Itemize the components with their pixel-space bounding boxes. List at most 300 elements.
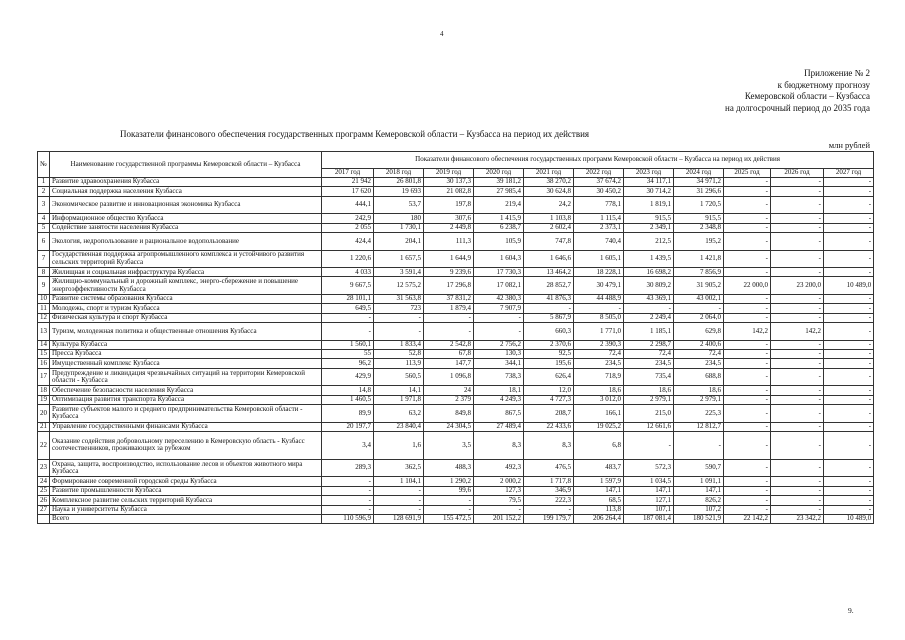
table-row <box>38 187 874 196</box>
program-name: Государственная поддержка агропромышленного комплекса и устойчивого развития сельских территорий Кузбасса <box>50 250 322 268</box>
value-cell: 1 771,0 <box>574 323 624 341</box>
value-cell: 79,5 <box>474 496 524 505</box>
program-name: Экология, недропользование и рациональное водопользование <box>50 233 322 251</box>
value-cell: 1 971,8 <box>374 395 424 404</box>
value-cell: 915,5 <box>624 214 674 223</box>
row-number: 7 <box>38 250 50 268</box>
value-cell: 147,1 <box>624 486 674 495</box>
table-row <box>38 294 874 303</box>
header-year: 2023 год <box>624 169 674 178</box>
value-cell: - <box>724 340 771 349</box>
value-cell: - <box>771 294 824 303</box>
value-cell: 2 349,1 <box>624 223 674 232</box>
value-cell: 37 831,2 <box>424 294 474 303</box>
table-row <box>38 368 874 386</box>
value-cell: 111,3 <box>424 233 474 251</box>
value-cell: 12 661,6 <box>624 422 674 431</box>
value-cell: - <box>824 294 874 303</box>
value-cell: 222,3 <box>524 496 574 505</box>
page-number: 4 <box>440 30 444 38</box>
value-cell: 53,7 <box>374 196 424 214</box>
row-number: 15 <box>38 350 50 359</box>
value-cell: 1 604,3 <box>474 250 524 268</box>
value-cell: 201 152,2 <box>474 515 524 524</box>
value-cell: 22 142,2 <box>724 515 771 524</box>
value-cell: 4 249,3 <box>474 395 524 404</box>
value-cell: - <box>824 477 874 486</box>
value-cell: 2 542,8 <box>424 340 474 349</box>
table-row <box>38 178 874 187</box>
value-cell: 3 012,0 <box>574 395 624 404</box>
value-cell: 27 489,4 <box>474 422 524 431</box>
table-row <box>38 515 874 524</box>
value-cell: - <box>574 304 624 313</box>
value-cell: 18,6 <box>674 386 724 395</box>
value-cell: 738,3 <box>474 368 524 386</box>
table-row <box>38 505 874 514</box>
value-cell: 197,8 <box>424 196 474 214</box>
value-cell: 1 644,9 <box>424 250 474 268</box>
value-cell: 3 591,4 <box>374 268 424 277</box>
value-cell: 72,4 <box>624 350 674 359</box>
value-cell: 55 <box>322 350 374 359</box>
program-name: Оптимизация развития транспорта Кузбасса <box>50 395 322 404</box>
value-cell: 107,2 <box>674 505 724 514</box>
value-cell: - <box>674 431 724 459</box>
value-cell: 72,4 <box>574 350 624 359</box>
value-cell: 590,7 <box>674 459 724 477</box>
value-cell: 89,9 <box>322 405 374 423</box>
value-cell: - <box>724 196 771 214</box>
value-cell: - <box>771 268 824 277</box>
value-cell: - <box>771 350 824 359</box>
table-row <box>38 233 874 251</box>
value-cell: - <box>424 496 474 505</box>
value-cell: 747,8 <box>524 233 574 251</box>
value-cell: - <box>771 187 824 196</box>
value-cell: - <box>771 223 824 232</box>
value-cell: - <box>724 368 771 386</box>
value-cell: 5 867,9 <box>524 313 574 322</box>
value-cell: 17 620 <box>322 187 374 196</box>
value-cell: - <box>771 178 824 187</box>
value-cell: 142,2 <box>771 323 824 341</box>
value-cell: 688,8 <box>674 368 724 386</box>
value-cell: 9 667,5 <box>322 277 374 295</box>
value-cell: 2 000,2 <box>474 477 524 486</box>
table-row <box>38 395 874 404</box>
value-cell: 723 <box>374 304 424 313</box>
value-cell: 2 390,3 <box>574 340 624 349</box>
value-cell: 155 472,5 <box>424 515 474 524</box>
row-number: 11 <box>38 304 50 313</box>
value-cell: 28 852,7 <box>524 277 574 295</box>
value-cell: 18 228,1 <box>574 268 624 277</box>
row-number: 20 <box>38 405 50 423</box>
value-cell: 110 596,9 <box>322 515 374 524</box>
value-cell: - <box>824 187 874 196</box>
value-cell: 43 002,1 <box>674 294 724 303</box>
header-year: 2017 год <box>322 169 374 178</box>
table-row <box>38 477 874 486</box>
header-year: 2020 год <box>474 169 524 178</box>
value-cell: 208,7 <box>524 405 574 423</box>
row-number: 13 <box>38 323 50 341</box>
value-cell: 12 575,2 <box>374 277 424 295</box>
value-cell: - <box>824 422 874 431</box>
value-cell: - <box>724 405 771 423</box>
value-cell: 1 185,1 <box>624 323 674 341</box>
value-cell: 1 605,1 <box>574 250 624 268</box>
value-cell: - <box>724 214 771 223</box>
value-cell: 1 103,8 <box>524 214 574 223</box>
document-title: Показатели финансового обеспечения государственных программ Кемеровской области – Кузбасса на период их действия <box>120 129 590 139</box>
row-number: 22 <box>38 431 50 459</box>
value-cell: 6 238,7 <box>474 223 524 232</box>
value-cell: - <box>824 250 874 268</box>
program-name: Предупреждение и ликвидация чрезвычайных ситуаций на территории Кемеровской области - Кузбасса <box>50 368 322 386</box>
value-cell: 8 505,0 <box>574 313 624 322</box>
value-cell: 4 727,3 <box>524 395 574 404</box>
value-cell: 234,5 <box>574 359 624 368</box>
appendix-header <box>690 68 870 114</box>
table-row <box>38 223 874 232</box>
value-cell: - <box>824 196 874 214</box>
value-cell: 14,8 <box>322 386 374 395</box>
value-cell: - <box>724 313 771 322</box>
value-cell: 63,2 <box>374 405 424 423</box>
value-cell: - <box>322 313 374 322</box>
value-cell: 234,5 <box>674 359 724 368</box>
value-cell: 2 379 <box>424 395 474 404</box>
value-cell: 8,3 <box>524 431 574 459</box>
header-year: 2018 год <box>374 169 424 178</box>
value-cell: - <box>824 350 874 359</box>
value-cell: 1 220,6 <box>322 250 374 268</box>
header-indicators-group: Показатели финансового обеспечения государственных программ Кемеровской области – Кузбасса на период их действия <box>322 152 874 169</box>
value-cell: - <box>374 313 424 322</box>
value-cell: 2 756,2 <box>474 340 524 349</box>
value-cell: 31 296,6 <box>674 187 724 196</box>
value-cell: 424,4 <box>322 233 374 251</box>
value-cell: - <box>771 496 824 505</box>
row-number: 18 <box>38 386 50 395</box>
value-cell: - <box>322 505 374 514</box>
value-cell: - <box>424 323 474 341</box>
value-cell: - <box>424 505 474 514</box>
value-cell: 187 081,4 <box>624 515 674 524</box>
value-cell: 1 657,5 <box>374 250 424 268</box>
value-cell: 2 055 <box>322 223 374 232</box>
value-cell: 7 856,9 <box>674 268 724 277</box>
value-cell: 27 985,4 <box>474 187 524 196</box>
value-cell: 19 025,2 <box>574 422 624 431</box>
value-cell: - <box>824 323 874 341</box>
value-cell: 1 717,8 <box>524 477 574 486</box>
program-name: Экономическое развитие и инновационная экономика Кузбасса <box>50 196 322 214</box>
value-cell: - <box>724 268 771 277</box>
value-cell: 28 101,1 <box>322 294 374 303</box>
value-cell: 22 000,0 <box>724 277 771 295</box>
value-cell: 96,2 <box>322 359 374 368</box>
header-program-name: Наименование государственной программы Кемеровской области – Кузбасса <box>50 152 322 178</box>
value-cell: 17 296,8 <box>424 277 474 295</box>
value-cell: 2 373,1 <box>574 223 624 232</box>
table-row <box>38 277 874 295</box>
table-row <box>38 386 874 395</box>
row-number: 4 <box>38 214 50 223</box>
value-cell: 147,7 <box>424 359 474 368</box>
value-cell: 206 264,4 <box>574 515 624 524</box>
value-cell: - <box>824 395 874 404</box>
value-cell: - <box>724 386 771 395</box>
value-cell: 915,5 <box>674 214 724 223</box>
value-cell: - <box>824 386 874 395</box>
value-cell: 488,3 <box>424 459 474 477</box>
row-number: 25 <box>38 486 50 495</box>
value-cell: 1 091,1 <box>674 477 724 486</box>
value-cell: - <box>724 477 771 486</box>
value-cell: 30 479,1 <box>574 277 624 295</box>
row-number: 2 <box>38 187 50 196</box>
value-cell: 18,6 <box>624 386 674 395</box>
table-row <box>38 214 874 223</box>
value-cell: - <box>771 486 824 495</box>
row-number: 16 <box>38 359 50 368</box>
value-cell: 2 979,1 <box>674 395 724 404</box>
value-cell: - <box>771 196 824 214</box>
value-cell: - <box>824 223 874 232</box>
value-cell: 30 624,8 <box>524 187 574 196</box>
value-cell: - <box>724 486 771 495</box>
value-cell: 476,5 <box>524 459 574 477</box>
table-row <box>38 496 874 505</box>
value-cell: 2 449,8 <box>424 223 474 232</box>
value-cell: - <box>824 304 874 313</box>
value-cell: - <box>724 395 771 404</box>
value-cell: - <box>374 323 424 341</box>
value-cell: 23 200,0 <box>771 277 824 295</box>
value-cell: 2 064,0 <box>674 313 724 322</box>
value-cell: 67,8 <box>424 350 474 359</box>
value-cell: 113,8 <box>574 505 624 514</box>
value-cell: 30 714,2 <box>624 187 674 196</box>
row-number: 19 <box>38 395 50 404</box>
value-cell: - <box>724 431 771 459</box>
value-cell: - <box>824 340 874 349</box>
value-cell: 31 905,2 <box>674 277 724 295</box>
value-cell: 234,5 <box>624 359 674 368</box>
row-number: 1 <box>38 178 50 187</box>
value-cell: 2 602,4 <box>524 223 574 232</box>
value-cell: - <box>824 496 874 505</box>
value-cell: 113,9 <box>374 359 424 368</box>
value-cell: - <box>474 323 524 341</box>
value-cell: 1 421,8 <box>674 250 724 268</box>
value-cell: 38 270,2 <box>524 178 574 187</box>
value-cell: 128 691,9 <box>374 515 424 524</box>
row-number: 26 <box>38 496 50 505</box>
value-cell: - <box>674 304 724 313</box>
value-cell: 2 979,1 <box>624 395 674 404</box>
value-cell: - <box>771 214 824 223</box>
value-cell: 735,4 <box>624 368 674 386</box>
table-body <box>38 178 874 524</box>
value-cell: 1 115,4 <box>574 214 624 223</box>
units-label: млн рублей <box>828 140 870 150</box>
value-cell: 1 646,6 <box>524 250 574 268</box>
value-cell: - <box>771 233 824 251</box>
value-cell: 42 380,3 <box>474 294 524 303</box>
row-number: 14 <box>38 340 50 349</box>
value-cell: - <box>724 178 771 187</box>
value-cell: 718,9 <box>574 368 624 386</box>
value-cell: - <box>374 486 424 495</box>
value-cell: 19 693 <box>374 187 424 196</box>
value-cell: - <box>771 340 824 349</box>
value-cell: - <box>771 422 824 431</box>
value-cell: 39 181,2 <box>474 178 524 187</box>
value-cell: 8,3 <box>474 431 524 459</box>
value-cell: 2 348,8 <box>674 223 724 232</box>
value-cell: 6,8 <box>574 431 624 459</box>
table-row <box>38 340 874 349</box>
value-cell: - <box>724 304 771 313</box>
value-cell: - <box>771 359 824 368</box>
table-row <box>38 350 874 359</box>
row-number: 6 <box>38 233 50 251</box>
value-cell: - <box>824 268 874 277</box>
value-cell: 2 298,7 <box>624 340 674 349</box>
value-cell: 649,5 <box>322 304 374 313</box>
program-name: Охрана, защита, воспроизводство, использование лесов и объектов животного мира Кузбасса <box>50 459 322 477</box>
table-row <box>38 486 874 495</box>
header-year: 2022 год <box>574 169 624 178</box>
value-cell: - <box>771 405 824 423</box>
value-cell: 492,3 <box>474 459 524 477</box>
value-cell: 1 730,1 <box>374 223 424 232</box>
header-year: 2025 год <box>724 169 771 178</box>
table-row <box>38 459 874 477</box>
value-cell: 21 082,8 <box>424 187 474 196</box>
value-cell: 199 179,7 <box>524 515 574 524</box>
value-cell: 30 137,3 <box>424 178 474 187</box>
value-cell: 41 876,3 <box>524 294 574 303</box>
value-cell: - <box>424 313 474 322</box>
value-cell: 307,6 <box>424 214 474 223</box>
value-cell: 346,9 <box>524 486 574 495</box>
value-cell: - <box>624 304 674 313</box>
program-name: Культура Кузбасса <box>50 340 322 349</box>
value-cell: - <box>322 323 374 341</box>
value-cell: 34 117,1 <box>624 178 674 187</box>
value-cell: - <box>771 505 824 514</box>
header-number: № <box>38 152 50 178</box>
value-cell: 1 460,5 <box>322 395 374 404</box>
value-cell: 572,3 <box>624 459 674 477</box>
value-cell: - <box>474 505 524 514</box>
value-cell: 1 597,9 <box>574 477 624 486</box>
program-name: Развитие промышленности Кузбасса <box>50 486 322 495</box>
value-cell: - <box>322 477 374 486</box>
value-cell: - <box>724 294 771 303</box>
table-row <box>38 422 874 431</box>
value-cell: 3,4 <box>322 431 374 459</box>
value-cell: 16 698,2 <box>624 268 674 277</box>
value-cell: 1 439,5 <box>624 250 674 268</box>
value-cell: 362,5 <box>374 459 424 477</box>
value-cell: 23 840,4 <box>374 422 424 431</box>
appendix-line: к бюджетному прогнозу <box>777 79 870 90</box>
value-cell: - <box>771 313 824 322</box>
program-name: Оказание содействия добровольному переселению в Кемеровскую область - Кузбасс соотечественников, проживающих за рубежом <box>50 431 322 459</box>
value-cell: 1 833,4 <box>374 340 424 349</box>
value-cell: 429,9 <box>322 368 374 386</box>
value-cell: 105,9 <box>474 233 524 251</box>
value-cell: - <box>724 350 771 359</box>
program-name: Жилищная и социальная инфраструктура Кузбасса <box>50 268 322 277</box>
value-cell: 107,1 <box>624 505 674 514</box>
value-cell: - <box>771 477 824 486</box>
value-cell: - <box>824 313 874 322</box>
header-year: 2024 год <box>674 169 724 178</box>
value-cell: 180 521,9 <box>674 515 724 524</box>
value-cell: 24 304,5 <box>424 422 474 431</box>
table-row <box>38 359 874 368</box>
value-cell: 18,6 <box>574 386 624 395</box>
financing-table <box>37 151 874 524</box>
value-cell: 195,6 <box>524 359 574 368</box>
value-cell: 12 812,7 <box>674 422 724 431</box>
value-cell: - <box>824 178 874 187</box>
value-cell: - <box>724 359 771 368</box>
value-cell: 18,1 <box>474 386 524 395</box>
value-cell: 867,5 <box>474 405 524 423</box>
value-cell: - <box>771 395 824 404</box>
program-name: Развитие здравоохранения Кузбасса <box>50 178 322 187</box>
value-cell: 9 239,6 <box>424 268 474 277</box>
program-name: Пресса Кузбасса <box>50 350 322 359</box>
value-cell: - <box>771 304 824 313</box>
value-cell: 30 809,2 <box>624 277 674 295</box>
value-cell: 92,5 <box>524 350 574 359</box>
value-cell: - <box>374 496 424 505</box>
row-number: 10 <box>38 294 50 303</box>
row-number: 5 <box>38 223 50 232</box>
appendix-line: на долгосрочный период до 2035 года <box>725 102 870 113</box>
value-cell: 1 560,1 <box>322 340 374 349</box>
value-cell: - <box>724 505 771 514</box>
value-cell: 13 464,2 <box>524 268 574 277</box>
row-number: 8 <box>38 268 50 277</box>
value-cell: - <box>824 505 874 514</box>
value-cell: 37 674,2 <box>574 178 624 187</box>
value-cell: 24 <box>424 386 474 395</box>
value-cell: 142,2 <box>724 323 771 341</box>
row-number: 9 <box>38 277 50 295</box>
value-cell: 778,1 <box>574 196 624 214</box>
value-cell: 2 370,6 <box>524 340 574 349</box>
value-cell: 1 720,5 <box>674 196 724 214</box>
value-cell: 740,4 <box>574 233 624 251</box>
value-cell: 17 082,1 <box>474 277 524 295</box>
value-cell: 344,1 <box>474 359 524 368</box>
value-cell: 17 730,3 <box>474 268 524 277</box>
value-cell: 30 450,2 <box>574 187 624 196</box>
value-cell: 444,1 <box>322 196 374 214</box>
value-cell: 7 907,9 <box>474 304 524 313</box>
value-cell: 10 489,0 <box>824 277 874 295</box>
